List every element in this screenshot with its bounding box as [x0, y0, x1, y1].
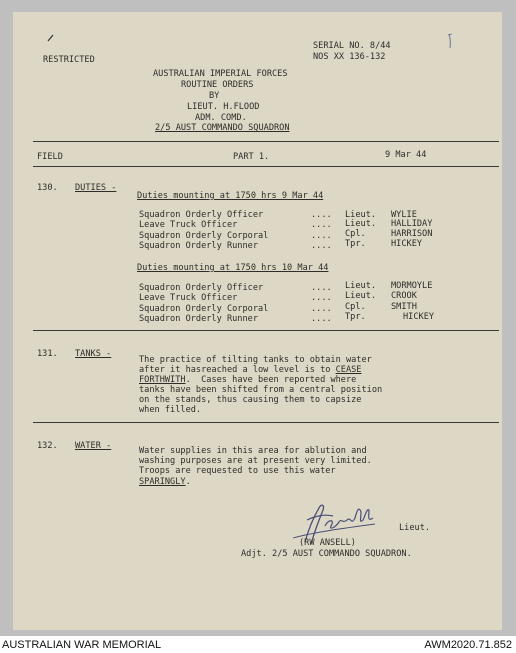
footer-institution: AUSTRALIAN WAR MEMORIAL [2, 639, 162, 651]
item-heading-duties: DUTIES - [75, 183, 117, 193]
duties-subheading-10mar: Duties mounting at 1750 hrs 10 Mar 44 [137, 263, 329, 273]
item-heading-water: WATER - [75, 441, 112, 451]
document-page [13, 12, 502, 630]
classification-label: RESTRICTED [43, 55, 95, 65]
duty-row-4-name: HICKEY [391, 239, 423, 249]
duty-row-1-duty: Squadron Orderly Officer [139, 210, 264, 220]
duty2-row-4-rank: Tpr. [345, 312, 366, 322]
duty2-row-1-name: MORMOYLE [391, 281, 433, 291]
tanks-line-1: The practice of tilting tanks to obtain water [139, 355, 372, 365]
duty2-row-3-rank: Cpl. [345, 302, 366, 312]
tanks-line-3 [139, 376, 356, 385]
archive-footer [0, 636, 516, 653]
duty2-row-1-rank: Lieut. [345, 281, 377, 291]
duty2-row-1-dots: .... [311, 283, 332, 293]
part-label: PART 1. [233, 152, 270, 162]
item-number-duties: 130. [37, 183, 58, 193]
tanks-forthwith-text: FORTHWITH [139, 375, 186, 385]
header-line-4: LIEUT. H.FLOOD [187, 102, 260, 112]
duty-row-1-name: WYLIE [391, 210, 417, 220]
tanks-cease-text: CEASE [335, 365, 362, 375]
duty2-row-4-duty: Squadron Orderly Runner [139, 314, 258, 324]
tanks-line-3-text: . Cases have been reported where [185, 375, 357, 385]
header-rule-top [33, 141, 499, 142]
duty-row-2-rank: Lieut. [345, 219, 377, 229]
order-date: 9 Mar 44 [385, 150, 427, 160]
water-line-3: Troops are requested to use this water [139, 466, 336, 476]
duty2-row-3-dots: .... [311, 304, 332, 314]
duty-row-3-rank: Cpl. [345, 229, 366, 239]
duty2-row-2-duty: Leave Truck Officer [139, 293, 238, 303]
duty2-row-4-dots: .... [311, 314, 332, 324]
item-heading-tanks: TANKS - [75, 349, 112, 359]
duty2-row-2-name: CROOK [391, 291, 417, 301]
header-line-3: BY [209, 91, 220, 101]
water-line-4-text: . [185, 477, 191, 487]
section-rule-1 [33, 330, 499, 331]
duty-row-3-name: HARRISON [391, 229, 433, 239]
order-numbers: NOS XX 136-132 [313, 52, 386, 62]
signatory-name: (RW ANSELL) [299, 538, 356, 548]
water-sparingly-text: SPARINGLY [139, 477, 186, 487]
duty-row-2-dots: .... [311, 220, 332, 230]
duty2-row-1-duty: Squadron Orderly Officer [139, 283, 264, 293]
duty2-row-2-dots: .... [311, 293, 332, 303]
duty-row-1-rank: Lieut. [345, 210, 377, 220]
water-line-1: Water supplies in this area for ablution and [139, 446, 367, 456]
duty2-row-3-name: SMITH [391, 302, 417, 312]
header-rule-bottom [33, 166, 499, 167]
duty-row-4-dots: .... [311, 241, 332, 251]
header-line-6: 2/5 AUST COMMANDO SQUADRON [155, 123, 290, 133]
tanks-line-5: on the stands, thus causing them to capsize [139, 395, 362, 405]
water-line-4 [139, 478, 191, 487]
item-number-water: 132. [37, 441, 58, 451]
signatory-rank: Lieut. [399, 523, 431, 533]
duties-subheading-9mar: Duties mounting at 1750 hrs 9 Mar 44 [137, 191, 324, 201]
duty-row-3-duty: Squadron Orderly Corporal [139, 231, 269, 241]
pencil-tick-mark [47, 34, 55, 45]
tanks-line-4: tanks have been shifted from a central position [139, 385, 383, 395]
duty-row-4-rank: Tpr. [345, 239, 366, 249]
item-number-tanks: 131. [37, 349, 58, 359]
duty-row-3-dots: .... [311, 231, 332, 241]
duty-row-2-name: HALLIDAY [391, 219, 433, 229]
tanks-line-2 [139, 366, 361, 375]
duty2-row-3-duty: Squadron Orderly Corporal [139, 304, 269, 314]
header-line-5: ADM. COMD. [195, 113, 247, 123]
header-line-1: AUSTRALIAN IMPERIAL FORCES [153, 69, 288, 79]
water-line-2: washing purposes are at present very limited. [139, 456, 372, 466]
tanks-line-2-text: after it hasreached a low level is to [139, 365, 336, 375]
signatory-title: Adjt. 2/5 AUST COMMANDO SQUADRON. [241, 549, 412, 559]
duty2-row-2-rank: Lieut. [345, 291, 377, 301]
footer-accession-number: AWM2020.71.852 [424, 639, 512, 651]
duty2-row-4-name: HICKEY [403, 312, 435, 322]
pencil-page-number-mark [445, 32, 457, 53]
duty-row-4-duty: Squadron Orderly Runner [139, 241, 258, 251]
serial-number: SERIAL NO. 8/44 [313, 41, 391, 51]
header-line-2: ROUTINE ORDERS [181, 80, 254, 90]
section-rule-2 [33, 422, 499, 423]
field-label: FIELD [37, 152, 63, 162]
tanks-line-6: when filled. [139, 405, 202, 415]
duty-row-2-duty: Leave Truck Officer [139, 220, 238, 230]
duty-row-1-dots: .... [311, 210, 332, 220]
